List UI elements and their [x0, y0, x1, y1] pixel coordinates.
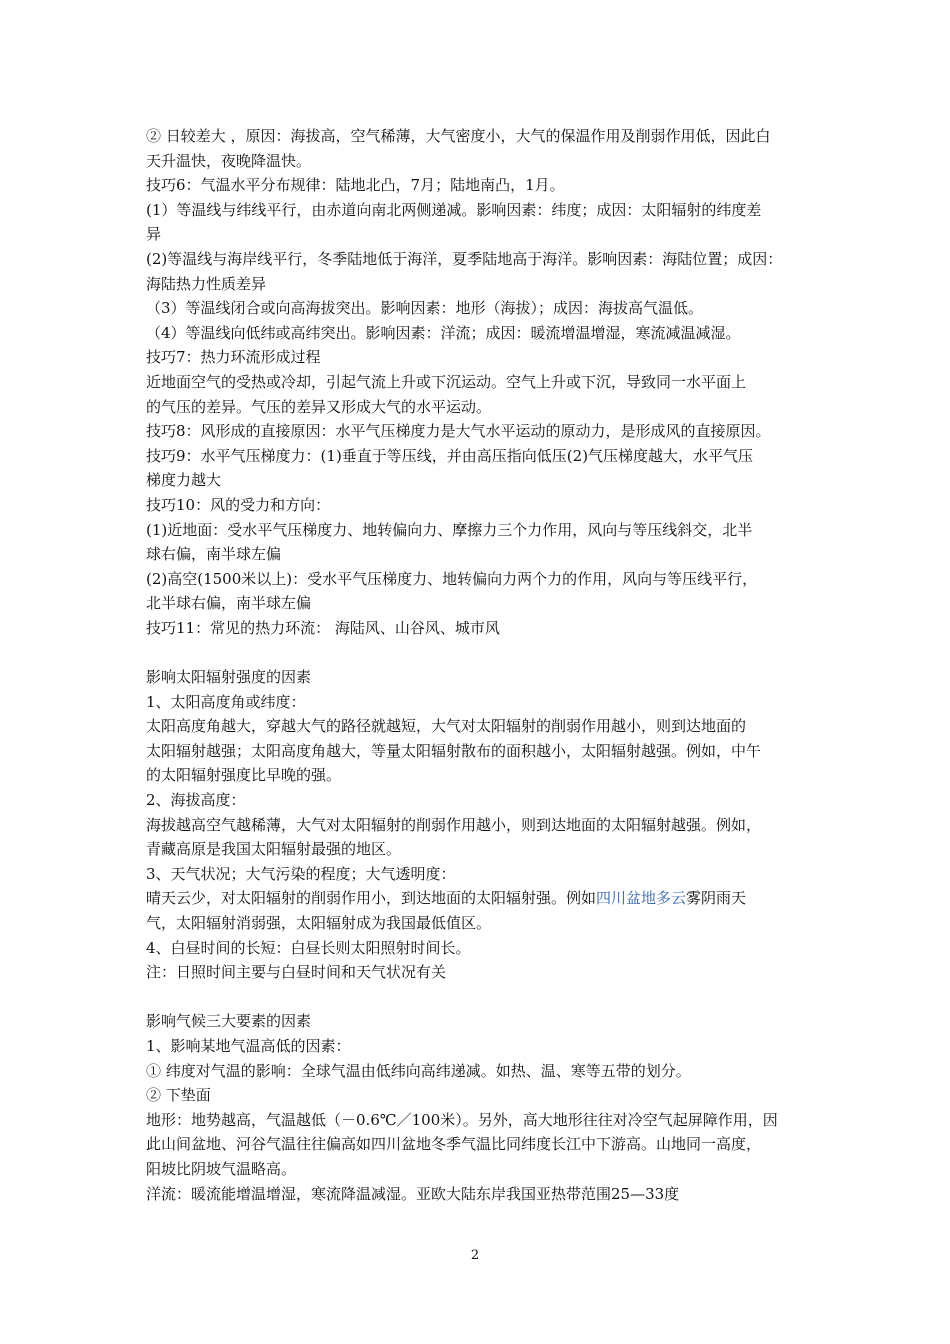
- text-line: 北半球右偏，南半球左偏: [146, 594, 312, 613]
- text-line: 海陆热力性质差异: [146, 274, 267, 293]
- text-line: 技巧9：水平气压梯度力：(1)垂直于等压线，并由高压指向低压(2)气压梯度越大，水平气压: [146, 446, 754, 465]
- text-line: 洋流：暖流能增温增湿，寒流降温减湿。亚欧大陆东岸我国亚热带范围25—33度: [146, 1184, 680, 1203]
- text-line: 技巧10：风的受力和方向：: [146, 495, 331, 514]
- text-line: 太阳辐射越强；太阳高度角越大，等量太阳辐射散布的面积越小，太阳辐射越强。例如，中午: [146, 741, 762, 760]
- document-page-body: [146, 124, 826, 1206]
- sichuan-basin-link[interactable]: 四川盆地多云: [596, 889, 687, 908]
- text-segment: 雾阴雨天: [686, 889, 747, 908]
- text-line: 的太阳辐射强度比早晚的强。: [146, 766, 342, 785]
- text-line: (2)等温线与海岸线平行，冬季陆地低于海洋，夏季陆地高于海洋。影响因素：海陆位置；成因：: [146, 249, 783, 268]
- text-line: 1、太阳高度角或纬度：: [146, 692, 306, 711]
- text-line: (1)近地面：受水平气压梯度力、地转偏向力、摩擦力三个力作用，风向与等压线斜交，北半: [146, 520, 753, 539]
- text-line: 3、天气状况；大气污染的程度；大气透明度：: [146, 864, 456, 883]
- text-line: 球右偏，南半球左偏: [146, 545, 282, 564]
- text-line: 2、海拔高度：: [146, 791, 246, 810]
- text-line: 4、白昼时间的长短：白昼长则太阳照射时间长。: [146, 938, 471, 957]
- text-line: 注：日照时间主要与白昼时间和天气状况有关: [146, 963, 447, 982]
- text-line: 1、影响某地气温高低的因素：: [146, 1036, 351, 1055]
- text-line: 技巧11：常见的热力环流： 海陆风、山谷风、城市风: [146, 618, 500, 637]
- text-line: （4）等温线向低纬或高纬突出。影响因素：洋流；成因：暖流增温增湿，寒流减温减湿。: [146, 323, 741, 342]
- text-line: 阳坡比阴坡气温略高。: [146, 1159, 297, 1178]
- page-number: 2: [470, 1248, 480, 1263]
- text-line: 地形：地势越高，气温越低（－0.6℃／100米）。另外，高大地形往往对冷空气起屏障作用，因: [146, 1110, 778, 1129]
- text-line: 技巧7：热力环流形成过程: [146, 348, 321, 367]
- text-line: 青藏高原是我国太阳辐射最强的地区。: [146, 840, 402, 859]
- text-line: （3）等温线闭合或向高海拔突出。影响因素：地形（海拔）；成因：海拔高气温低。: [146, 299, 704, 318]
- text-line: (1）等温线与纬线平行，由赤道向南北两侧递减。影响因素：纬度；成因：太阳辐射的纬度差: [146, 200, 762, 219]
- text-line-with-link: [146, 886, 826, 911]
- text-line: ① 纬度对气温的影响：全球气温由低纬向高纬递减。如热、温、寒等五带的划分。: [146, 1061, 691, 1080]
- text-line: 技巧8：风形成的直接原因：水平气压梯度力是大气水平运动的原动力，是形成风的直接原因。: [146, 422, 771, 441]
- text-line: 技巧6：气温水平分布规律：陆地北凸，7月；陆地南凸，1月。: [146, 176, 565, 195]
- text-line: 此山间盆地、河谷气温往往偏高如四川盆地冬季气温比同纬度长江中下游高。山地同一高度，: [146, 1135, 762, 1154]
- text-line: 天升温快，夜晚降温快。: [146, 151, 312, 170]
- section-heading: 影响气候三大要素的因素: [146, 1012, 312, 1031]
- text-line: (2)高空(1500米以上)：受水平气压梯度力、地转偏向力两个力的作用，风向与等压线平行，: [146, 569, 758, 588]
- blank-line: [146, 640, 826, 665]
- text-line: 异: [146, 225, 162, 244]
- text-segment: 晴天云少，对太阳辐射的削弱作用小，到达地面的太阳辐射强。例如: [146, 889, 597, 908]
- text-line: 的气压的差异。气压的差异又形成大气的水平运动。: [146, 397, 492, 416]
- blank-line: [146, 985, 826, 1010]
- section-heading: 影响太阳辐射强度的因素: [146, 668, 312, 687]
- text-line: 梯度力越大: [146, 471, 222, 490]
- text-line: 近地面空气的受热或冷却，引起气流上升或下沉运动。空气上升或下沉，导致同一水平面上: [146, 372, 747, 391]
- text-line: 太阳高度角越大，穿越大气的路径就越短，大气对太阳辐射的削弱作用越小，则到达地面的: [146, 717, 747, 736]
- text-line: ② 日较差大 ，原因：海拔高，空气稀薄，大气密度小，大气的保温作用及削弱作用低，因此白: [146, 127, 771, 145]
- text-line: 海拔越高空气越稀薄，大气对太阳辐射的削弱作用越小，则到达地面的太阳辐射越强。例如，: [146, 815, 762, 834]
- text-line: ② 下垫面: [146, 1086, 211, 1105]
- text-line: 气，太阳辐射消弱强，太阳辐射成为我国最低值区。: [146, 914, 492, 932]
